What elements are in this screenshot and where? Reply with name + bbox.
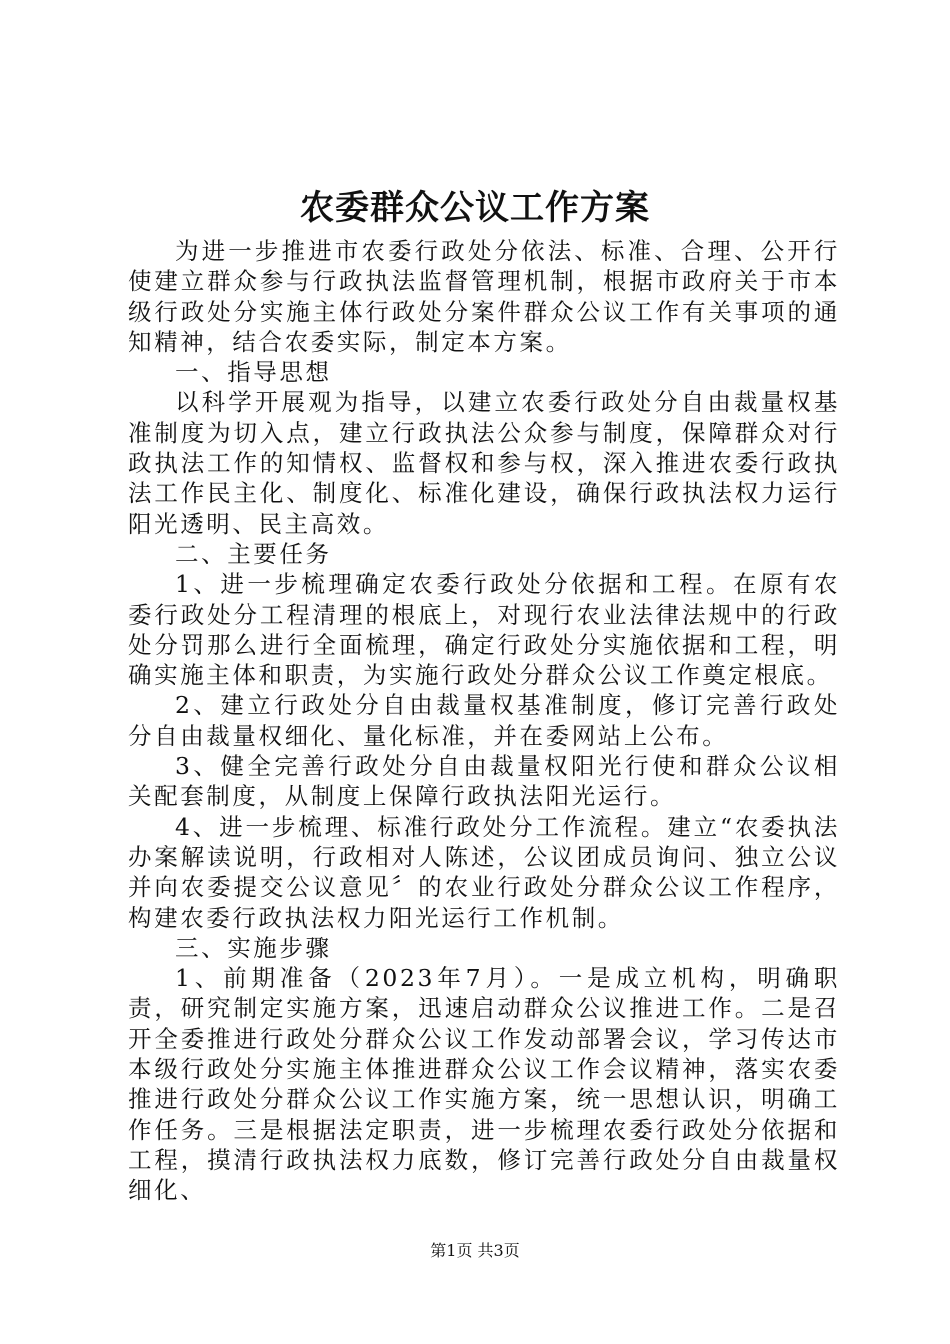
section-heading-guiding-ideology: 一、指导思想: [175, 358, 332, 387]
document-title: 农委群众公议工作方案: [300, 188, 650, 228]
task-item-2: 2、建立行政处分自由裁量权基准制度，修订完善行政处分自由裁量权细化、量化标准，并在委网站上公布。: [128, 691, 840, 750]
document-body: [128, 236, 840, 1206]
guiding-ideology-paragraph: 以科学开展观为指导，以建立农委行政处分自由裁量权基准制度为切入点，建立行政执法公众参与制度，保障群众对行政执法工作的知情权、监督权和参与权，深入推进农委行政执法工作民主化、制度化、标准化建设，确保行政执法权力运行阳光透明、民主高效。: [128, 388, 840, 538]
intro-paragraph: 为进一步推进市农委行政处分依法、标准、合理、公开行使建立群众参与行政执法监督管理机制，根据市政府关于市本级行政处分实施主体行政处分案件群众公议工作有关事项的通知精神，结合农委实际，制定本方案。: [128, 237, 840, 356]
task-item-4: 4、进一步梳理、标准行政处分工作流程。建立“农委执法办案解读说明，行政相对人陈述，公议团成员询问、独立公议并向农委提交公议意见〞的农业行政处分群众公议工作程序，构建农委行政执法权力阳光运行工作机制。: [128, 812, 840, 932]
task-item-3: 3、健全完善行政处分自由裁量权阳光行使和群众公议相关配套制度，从制度上保障行政执法阳光运行。: [128, 752, 840, 811]
section-heading-main-tasks: 二、主要任务: [175, 539, 332, 568]
step-item-1: 1、前期准备（2023年7月）。一是成立机构，明确职责，研究制定实施方案，迅速启动群众公议推进工作。二是召开全委推进行政处分群众公议工作发动部署会议，学习传达市本级行政处分实施主体推进群众公议工作会议精神，落实农委推进行政处分群众公议工作实施方案，统一思想认识，明确工作任务。三是根据法定职责，进一步梳理农委行政处分依据和工程，摸清行政执法权力底数，修订完善行政处分自由裁量权细化、: [128, 964, 840, 1205]
page-number-footer: 第1页 共3页: [430, 1241, 520, 1260]
section-heading-implementation-steps: 三、实施步骤: [175, 933, 332, 962]
task-item-1: 1、进一步梳理确定农委行政处分依据和工程。在原有农委行政处分工程清理的根底上，对现行农业法律法规中的行政处分罚那么进行全面梳理，确定行政处分实施依据和工程，明确实施主体和职责，为实施行政处分群众公议工作奠定根底。: [128, 570, 840, 690]
